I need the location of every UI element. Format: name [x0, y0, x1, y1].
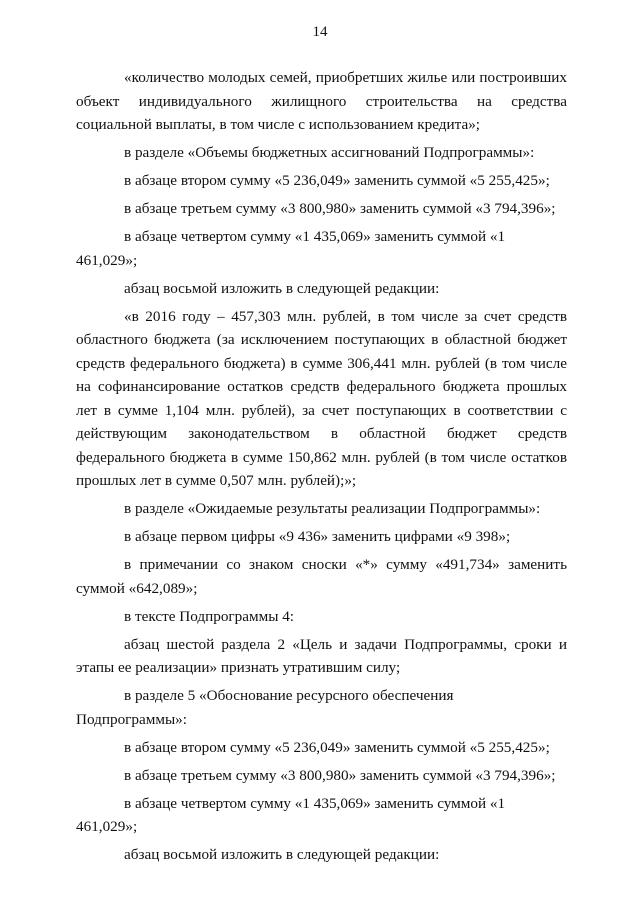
paragraph-sixth-abzac-repeal: абзац шестой раздела 2 «Цель и задачи Подпрограммы, сроки и этапы ее реализации» признать утратившим силу; [76, 635, 567, 676]
paragraph-subprogram-4-text: в тексте Подпрограммы 4: [124, 607, 295, 625]
paragraph-fourth-abzac-amount: в абзаце четвертом сумму «1 435,069» заменить суммой «1 461,029»; [76, 228, 506, 269]
paragraph-second-abzac-amount-2: в абзаце втором сумму «5 236,049» заменить суммой «5 255,425»; [124, 738, 550, 756]
paragraph-2016-funding: «в 2016 году – 457,303 млн. рублей, в том числе за счет средств областного бюджета (за исключением поступающих в областной бюджет средств федерального бюджета) в сумме 306,441 млн. рублей (в том числе на софинансирование остатков средств федерального бюджета прошлых лет в сумме 1,104 млн. рублей), за счет поступающих в соответствии с действующим законодательством в областной бюджет средств федерального бюджета в сумме 150,862 млн. рублей (в том числе остатков прошлых лет в сумме 0,507 млн. рублей);»; [76, 307, 567, 489]
document-body [76, 66, 567, 871]
page-number: 14 [312, 24, 328, 40]
paragraph-footnote-amount: в примечании со знаком сноски «*» сумму «491,734» заменить суммой «642,089»; [76, 556, 567, 597]
paragraph-eighth-abzac-intro-2: абзац восьмой изложить в следующей редакции: [124, 846, 440, 863]
paragraph-expected-results-section: в разделе «Ожидаемые результаты реализации Подпрограммы»: [124, 500, 541, 517]
paragraph-section-5: в разделе 5 «Обоснование ресурсного обеспечения Подпрограммы»: [76, 687, 454, 728]
paragraph-fourth-abzac-amount-2: в абзаце четвертом сумму «1 435,069» заменить суммой «1 461,029»; [76, 794, 506, 835]
paragraph-second-abzac-amount: в абзаце втором сумму «5 236,049» заменить суммой «5 255,425»; [124, 172, 550, 189]
paragraph-eighth-abzac-intro: абзац восьмой изложить в следующей редакции: [124, 279, 440, 297]
paragraph-third-abzac-amount-2: в абзаце третьем сумму «3 800,980» заменить суммой «3 794,396»; [124, 766, 556, 784]
paragraph-first-abzac-figures: в абзаце первом цифры «9 436» заменить цифрами «9 398»; [124, 528, 511, 545]
paragraph-budget-section: в разделе «Объемы бюджетных ассигнований Подпрограммы»: [124, 144, 535, 161]
paragraph-families-indicator: «количество молодых семей, приобретших жилье или построивших объект индивидуального жилищного строительства на средства социальной выплаты, в том числе с использованием кредита»; [76, 69, 567, 133]
paragraph-third-abzac-amount: в абзаце третьем сумму «3 800,980» заменить суммой «3 794,396»; [124, 200, 556, 217]
